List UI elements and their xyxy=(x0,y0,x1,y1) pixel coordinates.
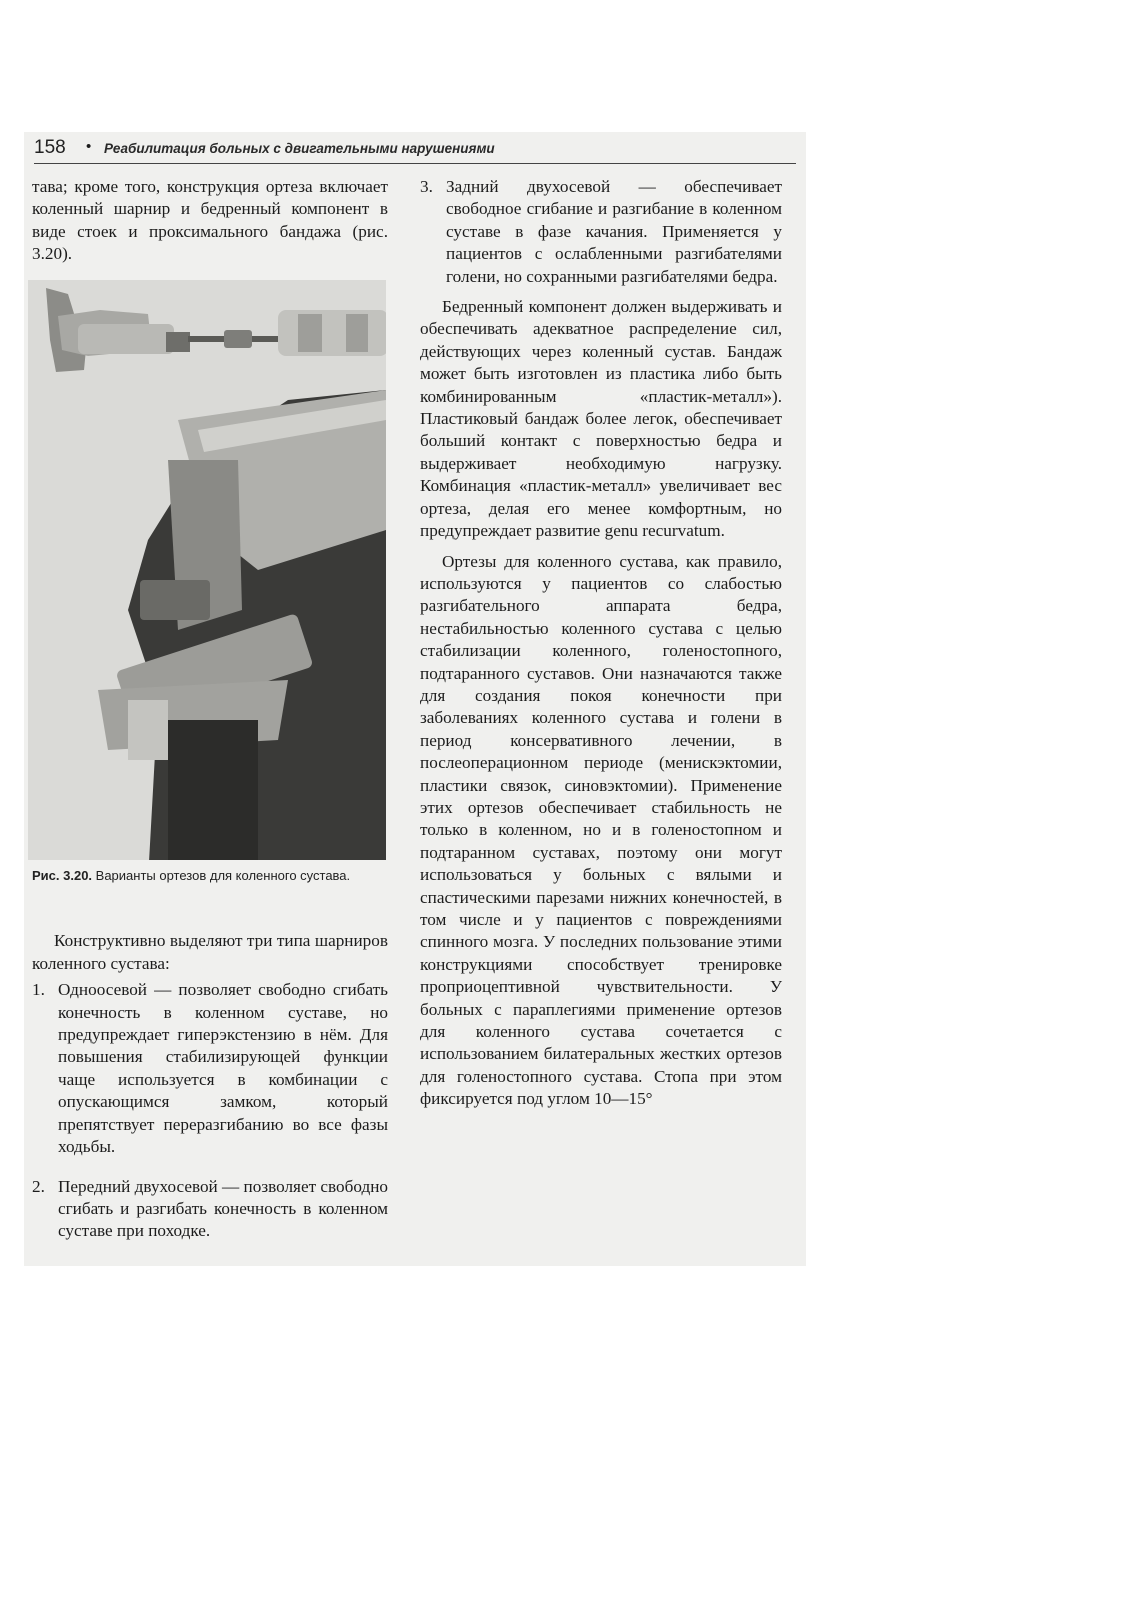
list-item-number: 2. xyxy=(32,1176,45,1196)
list-item-text: Одноосевой — позволяет свободно сгибать конечность в коленном суставе, но предупреждает гиперэкстензию в нём. Для повышения стабилизирующей функции чаще используется в комбинации с опускающимся замком, который препятствует переразгибанию во все фазы ходьбы. xyxy=(58,980,388,1157)
list-item-text: Передний двухосевой — позволяет свободно сгибать и разгибать конечность в коленном суставе при походке. xyxy=(58,1176,389,1241)
list-item-number: 3. xyxy=(420,177,433,196)
knee-orthosis-photo xyxy=(28,280,386,860)
right-column xyxy=(420,176,782,1111)
list-item xyxy=(420,176,782,288)
running-title: Реабилитация больных с двигательными нарушениями xyxy=(104,141,495,156)
page-header xyxy=(34,137,796,164)
hinge-types-list-left xyxy=(32,962,388,1251)
list-item-number: 1. xyxy=(32,980,45,1000)
header-separator: • xyxy=(86,138,92,155)
page-number: 158 xyxy=(34,137,66,158)
figure-caption-text: Варианты ортезов для коленного сустава. xyxy=(95,868,351,883)
list-item xyxy=(32,979,388,1158)
list-item xyxy=(32,1176,388,1243)
paragraph-knee-orthoses-use: Ортезы для коленного сустава, как правило, используются у пациентов со слабостью разгибательного аппарата бедра, нестабильностью коленного сустава с целью стабилизации коленного, голеностопного, подтаранного суставов. Они назначаются также для создания покоя конечности при заболеваниях коленного сустава и голени в период консервативного лечении, в послеоперационном периоде (менискэктомии, пластики связок, синовэктомии). Применение этих ортезов обеспечивает стабильность не только в коленном, но и в голеностопном и подтаранном суставах, поэтому они могут использоваться у больных с вялыми и спастическими парезами нижних конечностей, в том числе и у пациентов с повреждениями спинного мозга. У последних пользование этими конструкциями способствует тренировке проприоцептивной чувствительности. У больных с параплегиями применение ортезов для коленного сустава сочетается с использованием билатеральных жестких ортезов для голеностопного сустава. Стопа при этом фиксируется под углом 10—15° xyxy=(420,551,782,1109)
figure-knee-orthoses xyxy=(28,280,386,860)
section-paragraph: Конструктивно выделяют три типа шарниров коленного сустава: xyxy=(32,931,388,973)
list-item-text: Задний двухосевой — обеспечивает свободное сгибание и разгибание в коленном суставе в фазе качания. Применяется у пациентов с ослабленными разгибателями голени, но сохранными разгибателями бедра. xyxy=(446,177,782,286)
intro-paragraph: тава; кроме того, конструкция ортеза включает коленный шарнир и бедренный компонент в виде стоек и проксимального бандажа (рис. 3.20). xyxy=(32,177,388,264)
left-column-intro xyxy=(32,176,388,266)
figure-caption xyxy=(32,868,392,883)
figure-caption-label: Рис. 3.20. xyxy=(32,868,93,883)
paragraph-femoral-component: Бедренный компонент должен выдерживать и обеспечивать адекватное распределение сил, действующих через коленный сустав. Бандаж может быть изготовлен из пластика либо быть комбинированным «пластик-металл»). Пластиковый бандаж более легок, обеспечивает больший контакт с поверхностью бедра и выдерживает необходимую нагрузку. Комбинация «пластик-металл» увеличивает вес ортеза, делая его менее комфортным, но предупреждает развитие genu recurvatum. xyxy=(420,297,782,541)
